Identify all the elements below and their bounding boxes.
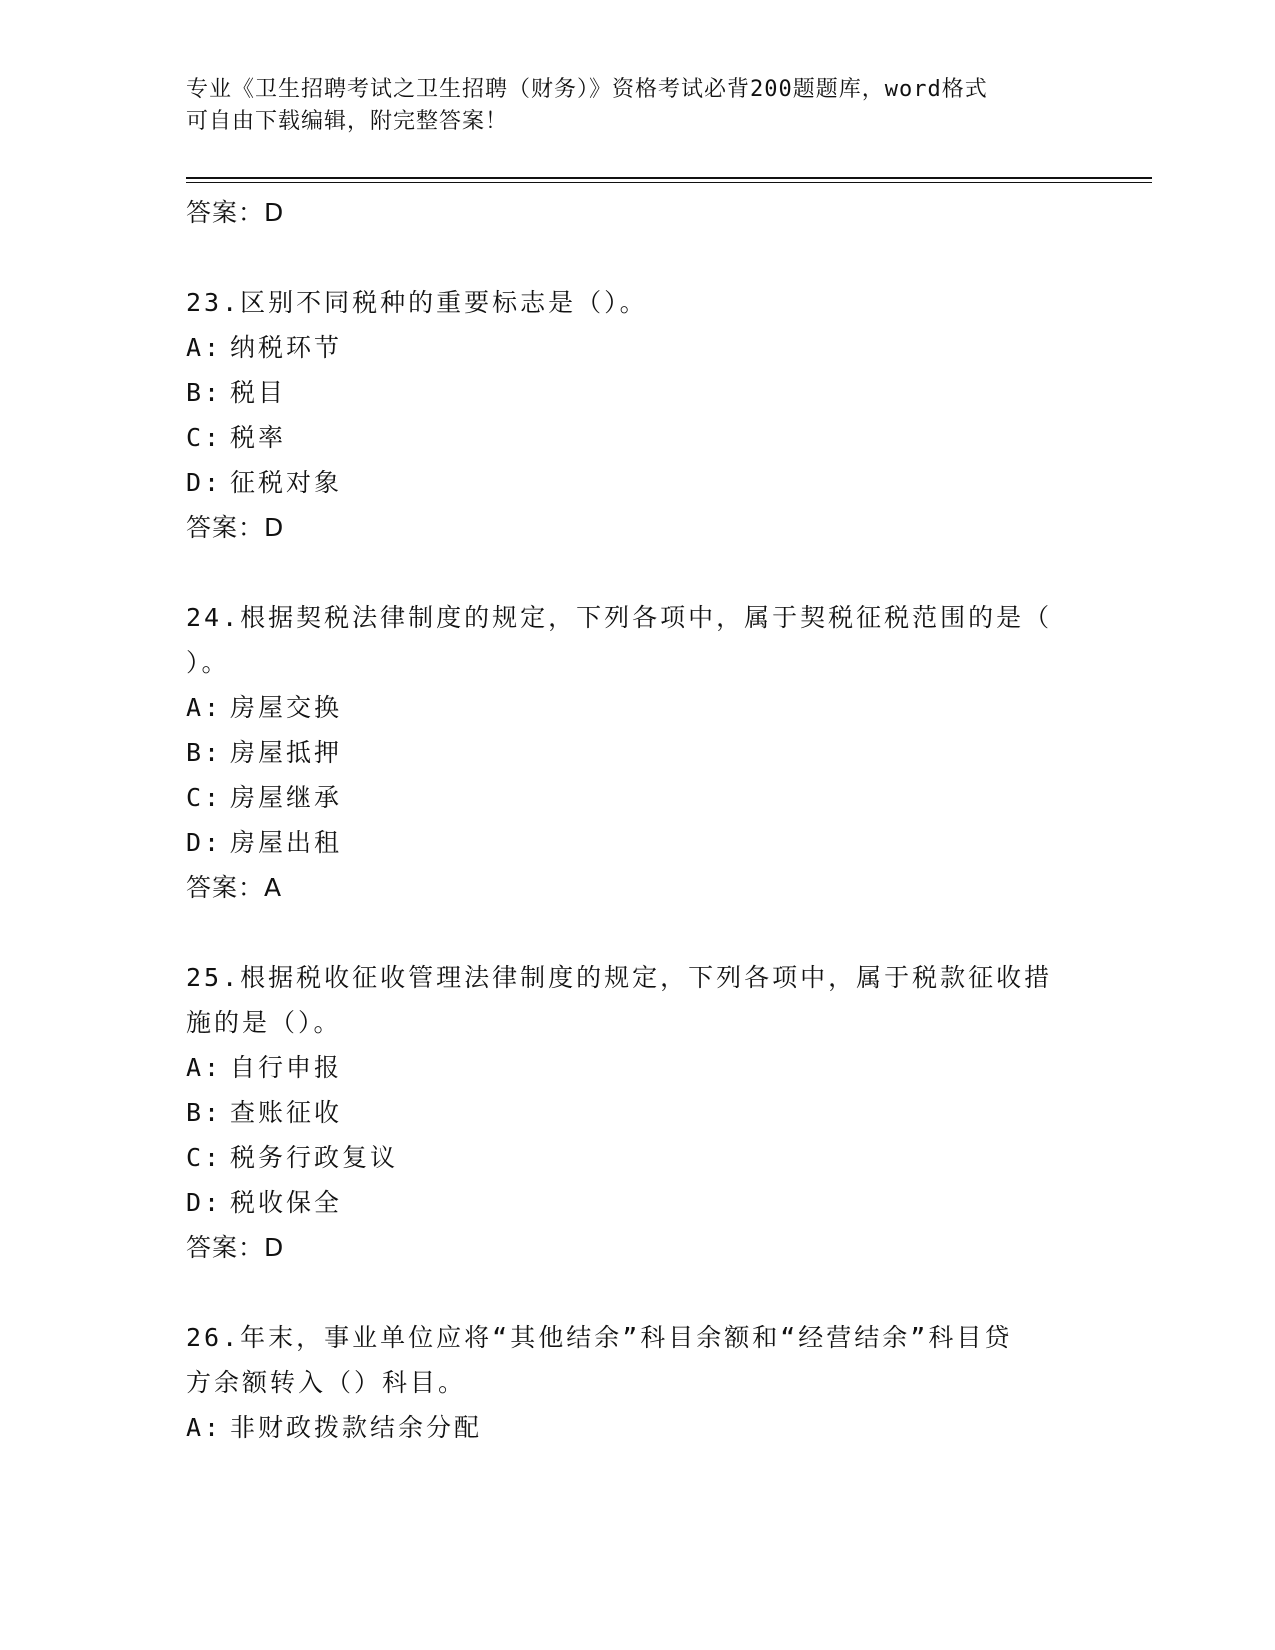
option-item [186, 1045, 1086, 1090]
option-item [186, 1180, 1086, 1225]
question-block [186, 280, 1086, 551]
question-stem: 26.年末，事业单位应将“其他结余”科目余额和“经营结余”科目贷 [186, 1323, 1013, 1352]
answer-line: 答案：D [186, 198, 285, 227]
option-text: 征税对象 [230, 468, 343, 497]
option-letter: A: [186, 1053, 223, 1082]
option-item [186, 1090, 1086, 1135]
spacer [186, 1271, 1086, 1315]
option-item [186, 730, 1086, 775]
option-text: 税务行政复议 [230, 1143, 399, 1172]
option-item [186, 1135, 1086, 1180]
option-text: 纳税环节 [230, 333, 343, 362]
question-stem-continued: 方余额转入（）科目。 [186, 1368, 467, 1397]
option-letter: D: [186, 828, 223, 857]
question-stem: 23.区别不同税种的重要标志是（）。 [186, 288, 648, 317]
option-text: 房屋抵押 [230, 738, 343, 767]
option-text: 税收保全 [230, 1188, 343, 1217]
option-letter: C: [186, 783, 223, 812]
answer-line: 答案：D [186, 1233, 285, 1262]
header-line-1: 专业《卫生招聘考试之卫生招聘（财务）》资格考试必背200题题库，word格式 [186, 77, 988, 102]
option-item [186, 325, 1086, 370]
option-letter: C: [186, 423, 223, 452]
spacer [186, 551, 1086, 595]
option-letter: B: [186, 1098, 223, 1127]
option-item [186, 415, 1086, 460]
question-stem: 24.根据契税法律制度的规定，下列各项中，属于契税征税范围的是（ [186, 603, 1053, 632]
header-divider-thin [186, 182, 1152, 183]
option-text: 非财政拨款结余分配 [230, 1413, 483, 1442]
option-text: 自行申报 [230, 1053, 343, 1082]
option-text: 房屋交换 [230, 693, 343, 722]
option-text: 查账征收 [230, 1098, 343, 1127]
option-item [186, 775, 1086, 820]
question-stem-continued: 施的是（）。 [186, 1008, 342, 1037]
option-letter: D: [186, 1188, 223, 1217]
option-item [186, 820, 1086, 865]
option-letter: A: [186, 1413, 223, 1442]
spacer [186, 236, 1086, 280]
option-text: 税目 [230, 378, 287, 407]
option-item [186, 370, 1086, 415]
question-list [186, 190, 1086, 1450]
question-block [186, 955, 1086, 1271]
option-letter: B: [186, 378, 223, 407]
option-letter: A: [186, 333, 223, 362]
header-line-2: 可自由下载编辑，附完整答案！ [186, 109, 509, 134]
option-letter: B: [186, 738, 223, 767]
spacer [186, 911, 1086, 955]
option-text: 税率 [230, 423, 287, 452]
option-letter: A: [186, 693, 223, 722]
answer-line: 答案：D [186, 513, 285, 542]
question-block [186, 595, 1086, 911]
option-item [186, 460, 1086, 505]
document-header [186, 74, 1066, 138]
option-letter: C: [186, 1143, 223, 1172]
answer-line: 答案：A [186, 873, 283, 902]
question-block [186, 1315, 1086, 1450]
question-stem-continued: ）。 [186, 648, 230, 677]
question-stem: 25.根据税收征收管理法律制度的规定，下列各项中，属于税款征收措 [186, 963, 1053, 992]
option-text: 房屋出租 [230, 828, 343, 857]
option-text: 房屋继承 [230, 783, 343, 812]
header-divider-thick [186, 177, 1152, 179]
option-item [186, 1405, 1086, 1450]
option-item [186, 685, 1086, 730]
option-letter: D: [186, 468, 223, 497]
